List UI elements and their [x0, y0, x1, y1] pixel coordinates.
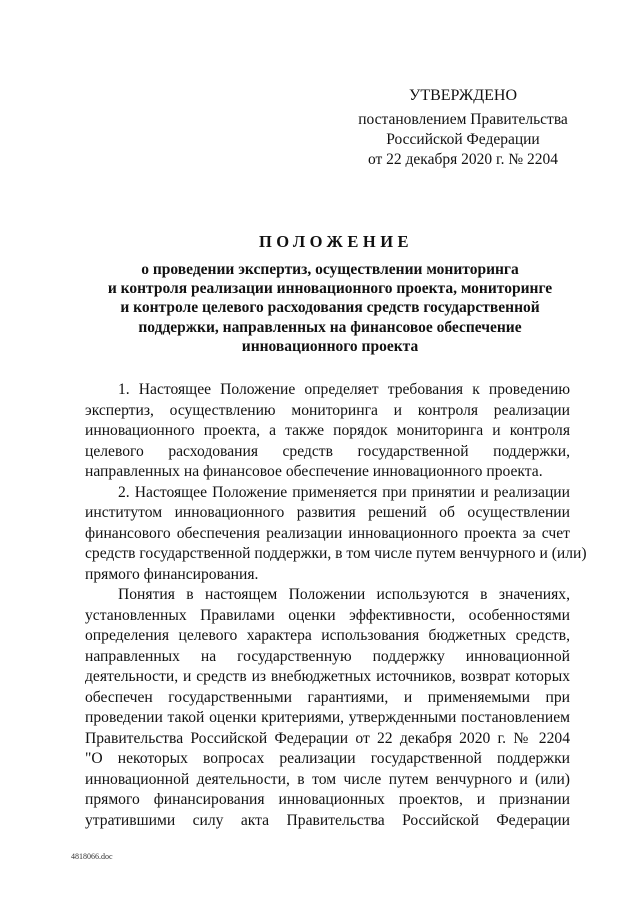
- text-line: утратившими силу акта Правительства Российской Федерации: [85, 811, 570, 829]
- text-line: определения целевого характера использования бюджетных средств,: [85, 627, 570, 644]
- document-title: ПОЛОЖЕНИЕ: [258, 232, 414, 251]
- text-line: 2. Настоящее Положение применяется при принятии и реализации: [118, 483, 570, 501]
- subtitle-line: инновационного проекта: [241, 337, 419, 355]
- text-line: Правительства Российской Федерации от 22 декабря 2020 г. № 2204: [85, 729, 570, 747]
- text-line: средств государственной поддержки, в том числе путем венчурного и (или): [85, 545, 587, 562]
- text-line: прямого финансирования.: [85, 565, 259, 583]
- text-line: 1. Настоящее Положение определяет требования к проведению: [118, 381, 570, 398]
- paragraph-3: [85, 585, 570, 831]
- document-subtitle: [70, 260, 590, 356]
- text-line: проведении такой оценки критериями, утвержденными постановлением: [85, 709, 570, 726]
- document-body: [85, 380, 587, 831]
- text-line: установленных Правилами оценки эффективности, особенностями: [85, 606, 570, 624]
- paragraph-2: [85, 483, 587, 586]
- text-line: финансового обеспечения реализации инновационного проекта за счет: [85, 524, 570, 542]
- text-line: "О некоторых вопросах реализации государственной поддержки: [85, 750, 570, 767]
- text-line: прямого финансирования инновационных проектов, и признании: [85, 791, 570, 808]
- approval-line-1: постановлением Правительства: [358, 111, 568, 128]
- text-line: обеспечен государственными гарантиями, и применяемыми при: [85, 688, 570, 706]
- text-line: инновационной деятельности, в том числе путем венчурного и (или): [85, 770, 570, 788]
- subtitle-line: о проведении экспертиз, осуществлении мониторинга: [141, 261, 519, 278]
- text-line: целевого расходования средств государственной поддержки,: [85, 442, 570, 460]
- text-line: направленных на государственную поддержку инновационной: [85, 647, 570, 665]
- document-filename: 4818066.doc: [71, 852, 113, 861]
- subtitle-line: поддержки, направленных на финансовое обеспечение: [138, 318, 522, 336]
- approval-stamp: [340, 86, 586, 170]
- subtitle-line: и контроля реализации инновационного проекта, мониторинге: [107, 280, 553, 298]
- text-line: направленных на финансовое обеспечение инновационного проекта.: [85, 463, 543, 480]
- text-line: институтом инновационного развития решений об осуществлении: [85, 504, 570, 521]
- approval-line-3: от 22 декабря 2020 г. № 2204: [367, 151, 559, 168]
- text-line: деятельности, и средств из внебюджетных источников, возврат которых: [85, 668, 570, 685]
- paragraph-1: [85, 380, 570, 483]
- approval-line-2: Российской Федерации: [386, 131, 540, 148]
- text-line: инновационного проекта, а также порядок мониторинга и контроля: [85, 422, 570, 439]
- text-line: экспертиз, осуществлению мониторинга и контроля реализации: [85, 401, 570, 419]
- subtitle-line: и контроле целевого расходования средств государственной: [120, 299, 540, 317]
- text-line: Понятия в настоящем Положении используются в значениях,: [118, 586, 570, 603]
- approval-heading: УТВЕРЖДЕНО: [408, 87, 517, 104]
